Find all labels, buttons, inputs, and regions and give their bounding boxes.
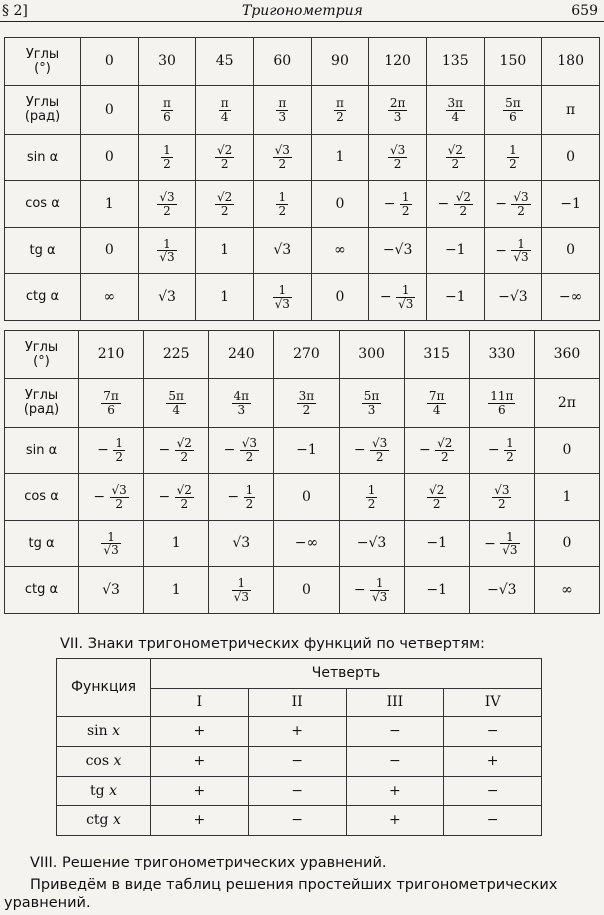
fraction: $\frac{1}{√3}$	[372, 576, 388, 604]
table-cell: − $\frac{1}{2}$	[79, 427, 144, 474]
table-cell: 315	[404, 331, 469, 379]
table-cell: − $\frac{1}{2}$	[369, 181, 427, 228]
table-cell: 1	[81, 181, 139, 228]
fraction: $\frac{√3}{2}$	[494, 483, 510, 511]
section-number: § 2]	[2, 3, 28, 19]
table-cell	[79, 379, 144, 427]
table-cell: − $\frac{1}{2}$	[209, 474, 274, 521]
table-row	[5, 379, 600, 427]
table-row	[5, 520, 600, 567]
table-cell: 0	[311, 181, 369, 228]
sign-cell: −	[346, 746, 444, 776]
table-row	[5, 38, 600, 86]
fraction: $\frac{5\pi}{6}$	[505, 96, 521, 124]
table-cell	[196, 181, 254, 228]
table-cell: 1	[196, 227, 254, 274]
sign-cell: −	[248, 746, 346, 776]
quarter-label: III	[346, 689, 444, 717]
table-cell: 0	[274, 567, 339, 614]
table-cell: 30	[138, 38, 196, 86]
fraction: $\frac{√3}{2}$	[389, 143, 406, 172]
table-cell	[138, 86, 196, 134]
table-cell: −∞	[274, 520, 339, 567]
table-cell: 360	[534, 331, 599, 379]
table-header-row	[57, 659, 542, 689]
fraction: $\frac{√2}{2}$	[176, 483, 192, 511]
fraction: $\frac{√3}{2}$	[111, 483, 127, 511]
sign-cell: +	[151, 776, 249, 806]
section-7-heading: VII. Знаки тригонометрических функций по четвертям:	[60, 636, 485, 652]
page-number: 659	[571, 3, 598, 19]
table-row	[5, 474, 600, 521]
table-cell	[339, 474, 404, 521]
table-row	[57, 806, 542, 836]
table-cell: − $\frac{√3}{2}$	[339, 427, 404, 474]
table-cell: 0	[274, 474, 339, 521]
fraction: $\frac{\pi}{2}$	[336, 96, 344, 124]
table-cell: − $\frac{√2}{2}$	[144, 427, 209, 474]
table-cell: − $\frac{√2}{2}$	[426, 181, 484, 228]
fraction: $\frac{√2}{2}$	[437, 436, 453, 465]
table-cell: 180	[542, 38, 600, 86]
function-name: tg x	[57, 776, 151, 806]
fraction: $\frac{√2}{2}$	[217, 143, 233, 172]
sign-cell: −	[444, 806, 542, 836]
row-label: tg α	[5, 520, 79, 567]
function-header: Функция	[57, 659, 151, 717]
table-cell	[369, 86, 427, 134]
fraction: $\frac{1}{√3}$	[502, 529, 518, 558]
table-cell	[484, 134, 542, 181]
trig-values-table-1	[4, 37, 600, 321]
fraction: $\frac{√2}{2}$	[447, 143, 463, 172]
function-name: ctg x	[57, 806, 151, 836]
row-label: sin α	[5, 427, 79, 474]
table-row	[57, 717, 542, 747]
table-cell: −1	[426, 227, 484, 274]
fraction: $\frac{√3}{2}$	[159, 190, 175, 218]
table-cell	[426, 134, 484, 181]
fraction: $\frac{1}{√3}$	[513, 236, 529, 265]
table-cell	[311, 86, 369, 134]
row-label: Углы (рад)	[5, 379, 79, 427]
table-cell: ∞	[311, 227, 369, 274]
table-cell: 225	[144, 331, 209, 379]
fraction: $\frac{11\pi}{6}$	[490, 389, 514, 417]
table-cell: √3	[138, 274, 196, 321]
table-cell	[144, 379, 209, 427]
table-cell: 0	[81, 227, 139, 274]
fraction: $\frac{7\pi}{4}$	[428, 389, 445, 417]
table-row	[5, 427, 600, 474]
table-cell: − $\frac{√3}{2}$	[484, 181, 542, 228]
sign-cell: −	[346, 717, 444, 747]
quarter-label: I	[151, 689, 249, 717]
table-cell: − $\frac{1}{√3}$	[469, 520, 534, 567]
fraction: $\frac{√2}{2}$	[176, 436, 192, 465]
table-cell: −√3	[369, 227, 427, 274]
table-cell	[196, 86, 254, 134]
table-cell: π	[542, 86, 600, 134]
table-cell: 0	[81, 134, 139, 181]
fraction: $\frac{2\pi}{3}$	[389, 96, 406, 124]
fraction: $\frac{1}{2}$	[278, 190, 287, 218]
table-cell: 0	[534, 427, 599, 474]
table-cell	[469, 474, 534, 521]
fraction: $\frac{7\pi}{6}$	[103, 389, 119, 417]
function-name: cos x	[57, 746, 151, 776]
fraction: $\frac{1}{√3}$	[159, 236, 175, 265]
table-cell: 270	[274, 331, 339, 379]
page-header	[0, 0, 604, 24]
row-label: sin α	[5, 134, 81, 181]
sign-cell: +	[151, 746, 249, 776]
row-label: tg α	[5, 227, 81, 274]
table-row	[5, 274, 600, 321]
table-cell: 300	[339, 331, 404, 379]
table-cell	[138, 181, 196, 228]
fraction: $\frac{1}{2}$	[367, 483, 376, 511]
fraction: $\frac{1}{2}$	[509, 143, 517, 172]
sign-cell: +	[151, 717, 249, 747]
sign-cell: +	[346, 806, 444, 836]
fraction: $\frac{√3}{2}$	[274, 143, 290, 172]
section-8-heading: VIII. Решение тригонометрических уравнений.	[30, 855, 387, 871]
fraction: $\frac{1}{√3}$	[398, 283, 414, 311]
table-row	[5, 181, 600, 228]
fraction: $\frac{1}{2}$	[506, 436, 514, 465]
table-cell	[274, 379, 339, 427]
fraction: $\frac{4\pi}{3}$	[233, 389, 250, 417]
fraction: $\frac{1}{√3}$	[103, 529, 119, 558]
row-label: cos α	[5, 181, 81, 228]
table-cell: − $\frac{√2}{2}$	[404, 427, 469, 474]
table-cell: − $\frac{√3}{2}$	[79, 474, 144, 521]
table-cell: − $\frac{1}{2}$	[469, 427, 534, 474]
fraction: $\frac{√3}{2}$	[513, 190, 529, 218]
table-row	[5, 134, 600, 181]
table-cell: 0	[81, 38, 139, 86]
quarter-label: II	[248, 689, 346, 717]
table-cell	[484, 86, 542, 134]
sign-cell: −	[248, 806, 346, 836]
sign-cell: +	[346, 776, 444, 806]
table-row	[57, 746, 542, 776]
fraction: $\frac{1}{2}$	[245, 483, 254, 511]
table-row	[57, 776, 542, 806]
table-cell: − $\frac{1}{√3}$	[369, 274, 427, 321]
table-cell: 0	[542, 227, 600, 274]
table-cell	[369, 134, 427, 181]
table-cell: 0	[311, 274, 369, 321]
table-cell: 1	[311, 134, 369, 181]
fraction: $\frac{1}{√3}$	[233, 576, 249, 604]
fraction: $\frac{3\pi}{4}$	[447, 96, 464, 124]
row-label: Углы (°)	[5, 38, 81, 86]
table-cell: −1	[274, 427, 339, 474]
table-cell	[138, 134, 196, 181]
table-cell: − $\frac{1}{√3}$	[484, 227, 542, 274]
sign-cell: −	[444, 776, 542, 806]
row-label: ctg α	[5, 274, 81, 321]
signs-by-quarter-table	[56, 658, 542, 836]
table-row	[5, 567, 600, 614]
table-cell	[79, 520, 144, 567]
table-cell: 150	[484, 38, 542, 86]
table-cell	[469, 379, 534, 427]
table-cell: 1	[534, 474, 599, 521]
fraction: $\frac{√2}{2}$	[429, 483, 445, 511]
running-title: Тригонометрия	[242, 3, 363, 19]
fraction: $\frac{\pi}{6}$	[163, 96, 171, 124]
sign-cell: +	[151, 806, 249, 836]
table-cell: 330	[469, 331, 534, 379]
fraction: $\frac{3\pi}{2}$	[298, 389, 315, 417]
table-cell	[339, 379, 404, 427]
table-cell: ∞	[534, 567, 599, 614]
table-cell	[253, 86, 311, 134]
table-cell: − $\frac{√2}{2}$	[144, 474, 209, 521]
table-cell: 60	[253, 38, 311, 86]
fraction: $\frac{√3}{2}$	[372, 436, 388, 465]
table-cell	[426, 86, 484, 134]
table-cell: 120	[369, 38, 427, 86]
trig-values-table-2	[4, 330, 600, 614]
fraction: $\frac{1}{2}$	[115, 436, 123, 465]
table-cell: −√3	[469, 567, 534, 614]
table-cell: 1	[144, 567, 209, 614]
table-cell: −∞	[542, 274, 600, 321]
table-cell: ∞	[81, 274, 139, 321]
table-cell: √3	[79, 567, 144, 614]
row-label: cos α	[5, 474, 79, 521]
table-cell: 240	[209, 331, 274, 379]
table-cell: 210	[79, 331, 144, 379]
table-cell: 135	[426, 38, 484, 86]
fraction: $\frac{5\pi}{3}$	[363, 389, 380, 417]
table-cell	[253, 181, 311, 228]
table-cell: √3	[253, 227, 311, 274]
table-cell: 0	[542, 134, 600, 181]
function-name: sin x	[57, 717, 151, 747]
fraction: $\frac{1}{2}$	[163, 143, 171, 172]
row-label: Углы (°)	[5, 331, 79, 379]
sign-cell: +	[248, 717, 346, 747]
table-cell: −1	[542, 181, 600, 228]
table-cell: −1	[404, 567, 469, 614]
table-cell: 1	[196, 274, 254, 321]
table-row	[5, 331, 600, 379]
table-cell: −1	[404, 520, 469, 567]
section-8-text: Приведём в виде таблиц решения простейших тригонометрических уравнений.	[4, 877, 558, 911]
table-cell	[196, 134, 254, 181]
table-cell: −√3	[339, 520, 404, 567]
table-cell	[404, 379, 469, 427]
fraction: $\frac{\pi}{4}$	[220, 96, 229, 124]
table-cell: − $\frac{√3}{2}$	[209, 427, 274, 474]
table-cell: √3	[209, 520, 274, 567]
table-cell: −√3	[484, 274, 542, 321]
table-cell	[209, 379, 274, 427]
fraction: $\frac{5\pi}{4}$	[168, 389, 184, 417]
row-label: Углы (рад)	[5, 86, 81, 134]
header-rule	[0, 21, 604, 22]
fraction: $\frac{1}{2}$	[401, 190, 410, 218]
sign-cell: −	[444, 717, 542, 747]
table-cell	[404, 474, 469, 521]
table-cell: 0	[81, 86, 139, 134]
table-row	[5, 227, 600, 274]
table-cell: −1	[426, 274, 484, 321]
table-cell	[253, 274, 311, 321]
fraction: $\frac{\pi}{3}$	[278, 96, 287, 124]
quarter-header: Четверть	[151, 659, 542, 689]
sign-cell: +	[444, 746, 542, 776]
table-cell: − $\frac{1}{√3}$	[339, 567, 404, 614]
fraction: $\frac{√2}{2}$	[455, 190, 471, 218]
table-cell: 45	[196, 38, 254, 86]
table-row	[5, 86, 600, 134]
fraction: $\frac{1}{√3}$	[274, 283, 290, 311]
table-cell: 0	[534, 520, 599, 567]
table-cell	[209, 567, 274, 614]
table-cell	[253, 134, 311, 181]
quarter-label: IV	[444, 689, 542, 717]
fraction: $\frac{√2}{2}$	[217, 190, 233, 218]
table-cell	[138, 227, 196, 274]
row-label: ctg α	[5, 567, 79, 614]
table-cell: 2π	[534, 379, 599, 427]
fraction: $\frac{√3}{2}$	[241, 436, 258, 465]
table-cell: 90	[311, 38, 369, 86]
table-cell: 1	[144, 520, 209, 567]
sign-cell: −	[248, 776, 346, 806]
